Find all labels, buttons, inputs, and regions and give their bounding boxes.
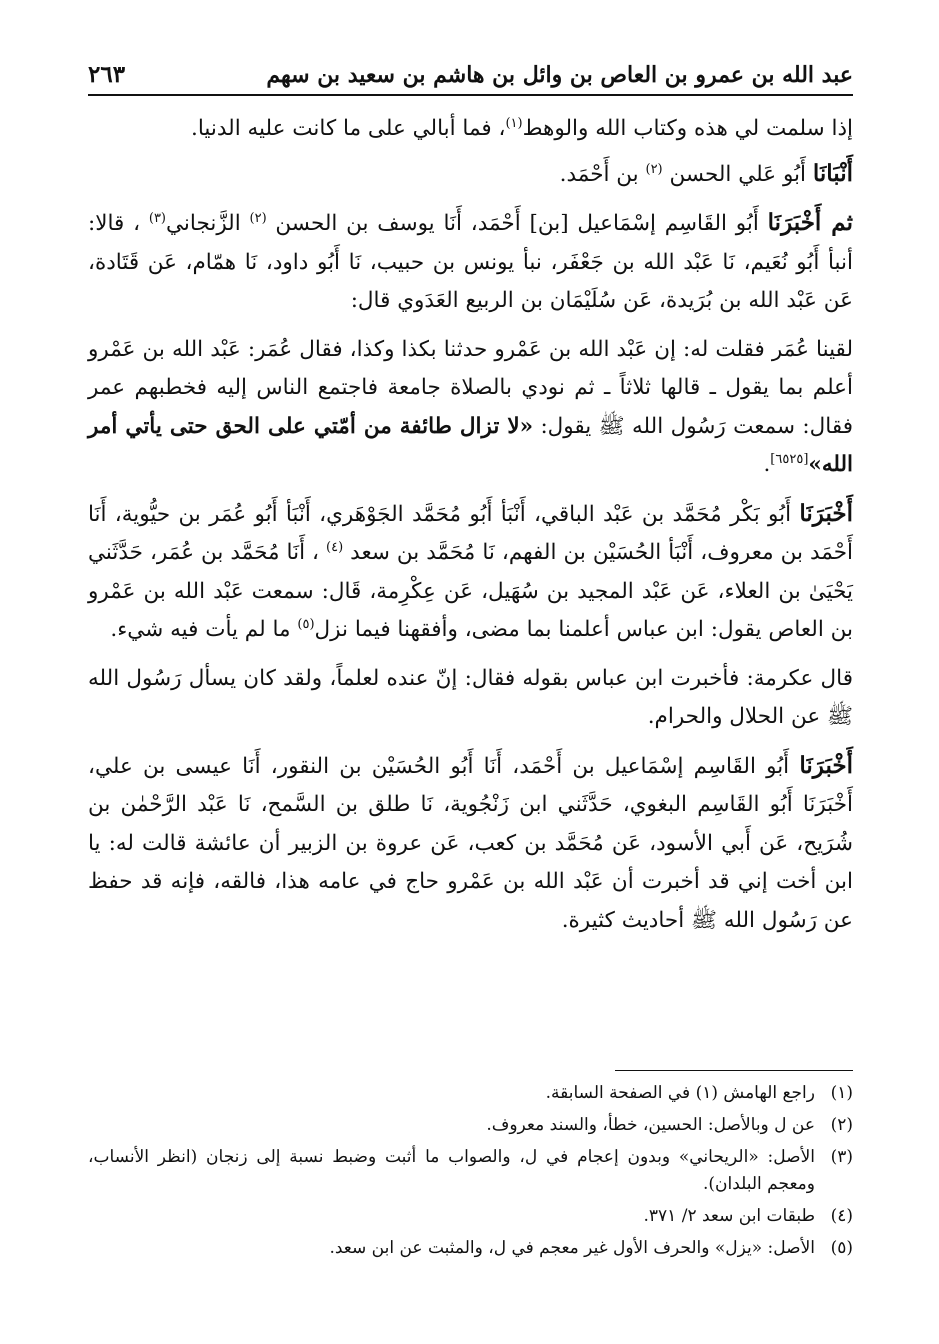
paragraph-text: أَبُو بَكْر مُحَمَّد بن عَبْد الباقي، أَنْبَأ أَبُو مُحَمَّد الجَوْهَري، أَنْبَأ أَبُو عُمَر بن حيُّوية، أَنَا أَحْمَد بن معروف، أَنْبَأ الحُسَيْن بن الفهم، نَا مُحَمَّد بن سعد	[88, 501, 853, 565]
page-number: ٢٦٣	[88, 61, 126, 88]
paragraph-tail: .	[763, 452, 771, 477]
paragraph-7	[88, 747, 853, 941]
paragraph-text: لقينا عُمَر فقلت له: إن عَبْد الله بن عَمْرو حدثنا بكذا وكذا، فقال عُمَر: عَبْد الله بن عَمْرو أعلم بما يقول ـ قالها ثلاثاً ـ ثم نودي بالصلاة جامعة فاجتمع الناس إليه فخطبهم عمر فقال: سمعت رَسُول الله ﷺ يقول:	[88, 336, 853, 439]
footnote-ref: (٢)	[645, 161, 663, 177]
paragraph-text: أَبُو القَاسِم إسْمَاعيل [بن] أَحْمَد، أَنَا يوسف بن الحسن	[266, 211, 768, 236]
footnote-ref: (٣)	[148, 210, 166, 226]
footnote-number: (٣)	[830, 1147, 853, 1167]
footnote-text: الأصل: «الريحاني» وبدون إعجام في ل، والصواب ما أثبت وضبط نسبة إلى زنجان (انظر الأنساب، ومعجم البلدان).	[88, 1147, 815, 1194]
paragraph-text: أَبُو القَاسِم إسْمَاعيل بن أَحْمَد، أَنَا أَبُو الحُسَيْن بن النقور، أَنَا عيسى بن علي، أَخْبَرَنَا أَبُو القَاسِم البغوي، حَدَّثَني ابن زَنْجُوية، نَا طلق بن السَّمح، نَا عَبْد الرَّحْمٰن بن شُرَيح، عَن أَبي الأسود، عَن مُحَمَّد بن كعب، عَن عروة بن الزبير أن عائشة قالت له: يا ابن أخت إني قد أخبرت أن عَبْد الله بن عَمْرو حاج في عامه هذا، فالقه، فإنه قد حفظ عن رَسُول الله ﷺ أحاديث كثيرة.	[88, 753, 853, 933]
hadith-text: «لا تزال طائفة من أمّتي على الحق حتى يأتي أمر الله»	[88, 413, 853, 477]
chain-lead-word: أَنْبَانَا	[812, 159, 853, 187]
paragraph-text: أَبُو عَلي الحسن	[662, 161, 813, 187]
footnote-item	[88, 1203, 853, 1230]
footnote-ref: (٢)	[249, 210, 267, 226]
footnote-number: (٥)	[830, 1238, 853, 1258]
footnote-item	[88, 1144, 853, 1198]
paragraph-1	[88, 110, 853, 149]
footnote-number: (٢)	[830, 1115, 853, 1135]
footnote-ref: (٥)	[297, 616, 315, 632]
footnote-text: راجع الهامش (١) في الصفحة السابقة.	[545, 1083, 815, 1103]
paragraph-tail-2: ، قالا: أنبأ أَبُو نُعَيم، نَا عَبْد الله بن جَعْفَر، نبأ يونس بن حبيب، نَا أَبُو داود، نَا همّام، عَن قَتَادة، عَن عَبْد الله بن بُرَيدة، عَن سُلَيْمَان بن الربيع العَدَوي قال:	[88, 211, 853, 313]
footnote-text: طبقات ابن سعد ٢/ ٣٧١.	[643, 1206, 815, 1226]
paragraph-3	[88, 204, 853, 321]
paragraph-tail: الزَّنجاني	[166, 211, 250, 236]
chain-lead-word: ثم أَخْبَرَنَا	[767, 209, 853, 236]
footnote-ref: (١)	[505, 115, 523, 131]
footnotes	[88, 1080, 853, 1267]
footnote-ref: (٤)	[326, 539, 344, 555]
footnote-item	[88, 1112, 853, 1139]
main-text	[88, 110, 853, 946]
paragraph-2	[88, 155, 853, 195]
paragraph-tail: ، أَنَا مُحَمَّد بن عُمَر، حَدَّثَني يَحْيَىٰ بن العلاء، عَن عَبْد المجيد بن سُهَيل، عَن عِكْرِمة، قَال: سمعت عَبْد الله بن عَمْرو بن العاص يقول: ابن عباس أعلمنا بما مضى، وأفقهنا فيما نزل	[88, 540, 853, 642]
chain-lead-word: أَخْبَرَنَا	[799, 499, 853, 527]
footnote-text: الأصل: «يزل» والحرف الأول غير معجم في ل، والمثبت عن ابن سعد.	[329, 1238, 815, 1258]
footnote-text: عن ل وبالأصل: الحسين، خطأ، والسند معروف.	[486, 1115, 815, 1135]
footnote-number: (٤)	[830, 1206, 853, 1226]
paragraph-text: إذا سلمت لي هذه وكتاب الله والوهط	[522, 116, 853, 141]
footnote-item	[88, 1080, 853, 1107]
paragraph-tail: بن أَحْمَد.	[559, 161, 646, 187]
footnote-item	[88, 1235, 853, 1262]
paragraph-tail: ، فما أبالي على ما كانت عليه الدنيا.	[191, 116, 506, 141]
paragraph-6	[88, 660, 853, 737]
header-title: عبد الله بن عمرو بن العاص بن وائل بن هاشم بن سعيد بن سهم	[266, 62, 853, 88]
running-header	[88, 58, 853, 96]
paragraph-5	[88, 495, 853, 650]
paragraph-4	[88, 331, 853, 485]
chain-lead-word: أَخْبَرَنَا	[799, 751, 853, 779]
hadith-number: [٦٥٢٥]	[770, 451, 809, 467]
footnote-divider	[615, 1070, 853, 1071]
paragraph-text: قال عكرمة: فأخبرت ابن عباس بقوله فقال: إنّ عنده لعلماً، ولقد كان يسأل رَسُول الله ﷺ عن الحلال والحرام.	[88, 665, 853, 729]
footnote-number: (١)	[830, 1083, 853, 1103]
paragraph-tail-2: ما لم يأت فيه شيء.	[110, 617, 298, 642]
